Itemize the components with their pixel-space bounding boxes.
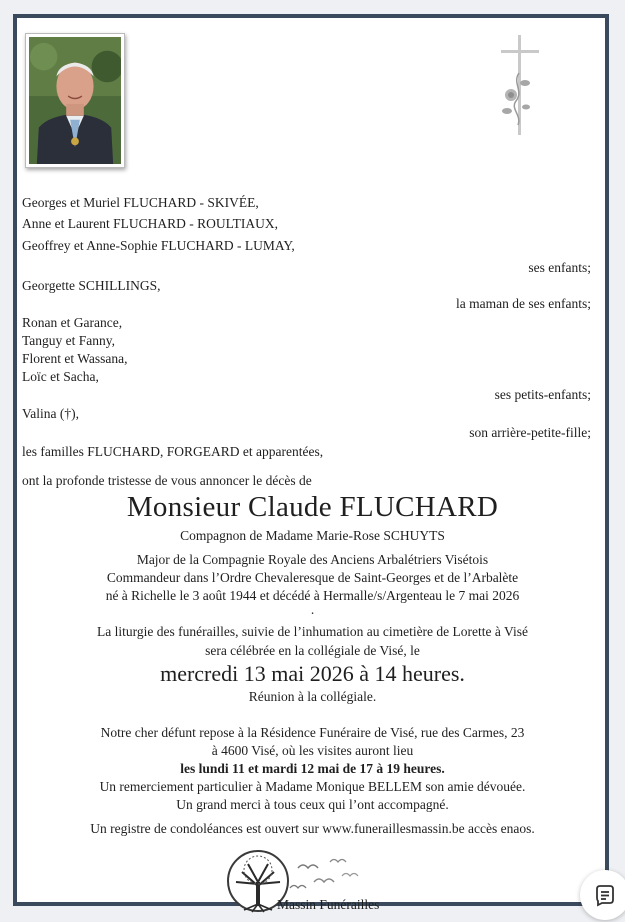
announcement-line: ont la profonde tristesse de vous annoncer le décès de [22,473,312,488]
condolence-register-line: Un registre de condoléances est ouvert sur www.funeraillesmassin.be accès enaos. [90,821,535,836]
visits-line: Notre cher défunt repose à la Résidence Funéraire de Visé, rue des Carmes, 23 [100,725,525,740]
chat-lines-icon [593,883,617,907]
ceremony-line: sera célébrée en la collégiale de Visé, le [205,643,420,658]
birth-death-line: né à Richelle le 3 août 1944 et décédé à Hermalle/s/Argenteau le 7 mai 2026 [105,588,520,603]
visits-hours: les lundi 11 et mardi 12 mai de 17 à 19 heures. [180,761,445,776]
grandchild-line: Ronan et Garance, [22,315,123,330]
ceremony-line: La liturgie des funérailles, suivie de l’inhumation au cimetière de Lorette à Visé [97,624,528,639]
thanks-line: Un remerciement particulier à Madame Monique BELLEM son amie dévouée. [99,779,526,794]
mother-line: Georgette SCHILLINGS, [22,278,161,293]
companion-line: Compagnon de Madame Marie-Rose SCHUYTS [180,528,445,543]
mother-role: la maman de ses enfants; [456,296,591,311]
children-role: ses enfants; [528,260,591,275]
title-line: Major de la Compagnie Royale des Anciens Arbalétriers Visétois [136,552,489,567]
separator-dot: . [310,602,315,617]
child-line: Georges et Muriel FLUCHARD - SKIVÉE, [22,195,259,210]
chat-button[interactable] [580,870,625,920]
ceremony-date: mercredi 13 mai 2026 à 14 heures. [160,661,465,686]
child-line: Anne et Laurent FLUCHARD - ROULTIAUX, [22,216,278,231]
title-line: Commandeur dans l’Ordre Chevaleresque de Saint-Georges et de l’Arbalète [106,570,519,585]
great-grandchild-role: son arrière-petite-fille; [469,425,591,440]
meeting-line: Réunion à la collégiale. [248,689,377,704]
funeral-home-name: Massin Funérailles [277,897,380,912]
child-line: Geoffrey et Anne-Sophie FLUCHARD - LUMAY, [22,238,295,253]
deceased-name: Monsieur Claude FLUCHARD [126,491,499,523]
great-grandchild-line: Valina (†), [22,406,79,421]
deceased-photo [25,33,125,168]
grandchild-line: Tanguy et Fanny, [22,333,116,348]
grandchild-line: Florent et Wassana, [22,351,128,366]
grandchild-line: Loïc et Sacha, [22,369,99,384]
families-line: les familles FLUCHARD, FORGEARD et apparentées, [22,444,324,459]
thanks-line: Un grand merci à tous ceux qui l’ont accompagné. [176,797,449,812]
cross-with-rose-icon [498,33,542,137]
visits-line: à 4600 Visé, où les visites auront lieu [211,743,414,758]
grandchildren-role: ses petits-enfants; [494,387,591,402]
